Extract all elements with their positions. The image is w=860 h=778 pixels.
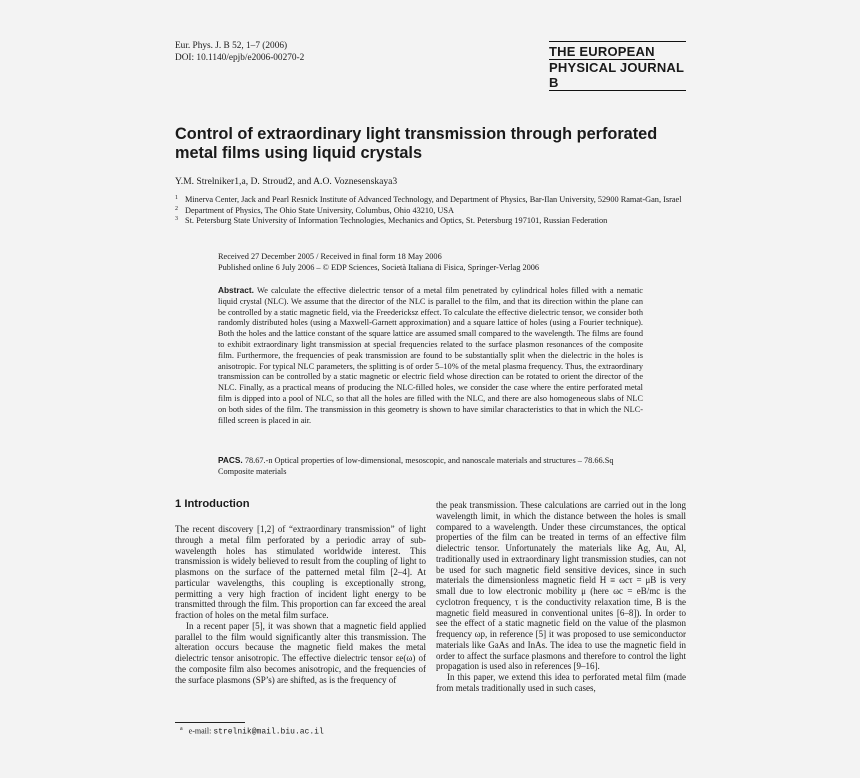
- column-left: [175, 524, 426, 685]
- affiliation-2: 2 Department of Physics, The Ohio State University, Columbus, Ohio 43210, USA: [175, 205, 454, 215]
- pacs-label: PACS.: [218, 455, 243, 465]
- affiliations: [175, 195, 690, 227]
- abstract-text: We calculate the effective dielectric tensor of a metal film penetrated by cylindrical holes filled with a nematic liquid crystal (NLC). We assume that the director of the NLC is parallel to the film, and that its direction within the plane can be controlled by a static magnetic field, via the Freedericksz effect. To calculate the effective dielectric tensor, we consider both randomly distributed holes (using a Maxwell-Garnett approximation) and a square lattice of holes (using a Fourier technique). Both the holes and the lattice constant of the square lattice are assumed small compared to the wavelength. The films are found to exhibit extraordinary light transmission at special frequencies related to the surface plasmon resonances of the composite film. Furthermore, the frequencies of peak transmission are found to be substantially split when the dielectric in the holes is anisotropic. For typical NLC parameters, the splitting is of order 5–10% of the metal plasma frequency. Thus, the extraordinary transmission can be controlled by a static magnetic or electric field whose direction can be rotated to orient the director of the NLC. Finally, as a practical means of producing the NLC-filled holes, we consider the case where the entire perforated metal film is dipped into a pool of NLC, so that all the holes are filled with the NLC, and there are also homogeneous slabs of NLC on both sides of the film. The transmission in this geometry is shown to have similar characteristics to that in which the NLC-filled screen is placed in air.: [218, 286, 643, 425]
- footnote-rule: [175, 722, 245, 723]
- journal-line1: THE EUROPEAN: [549, 44, 655, 59]
- journal-line2: PHYSICAL JOURNAL B: [549, 60, 685, 90]
- published-date: Published online 6 July 2006 – © EDP Sciences, Società Italiana di Fisica, Springer-Verlag 2006: [218, 263, 540, 272]
- column-right: [436, 500, 686, 694]
- paper-title: Control of extraordinary light transmission through perforated metal films using liquid crystals: [175, 125, 658, 162]
- affiliation-1: 1 Minerva Center, Jack and Pearl Resnick Institute of Advanced Technology, and Department of Physics, Bar-Ilan University, 52900 Ramat-Gan, Israel: [175, 195, 682, 204]
- doi[interactable]: DOI: 10.1140/epjb/e2006-00270-2: [175, 53, 305, 63]
- citation-block: [175, 40, 304, 64]
- pacs-text: 78.67.-n Optical properties of low-dimensional, mesoscopic, and nanoscale materials and structures – 78.66.Sq Composite materials: [218, 456, 614, 476]
- paragraph: In this paper, we extend this idea to perforated metal film (made from metals traditionally used in such cases,: [436, 672, 686, 693]
- publication-dates: [218, 251, 539, 273]
- citation: Eur. Phys. J. B 52, 1–7 (2006): [175, 41, 288, 51]
- paragraph: The recent discovery [1,2] of “extraordinary transmission” of light through a metal film perforated by a periodic array of sub-wavelength holes has stimulated worldwide interest. This transmission is widely believed to result from the coupling of light to plasmons on the surface of the patterned metal film [2–4]. At particular wavelengths, this coupling is exceptionally strong, permitting a very high fraction of incident light energy to be transmitted through the film. This proportion can far exceed the areal fraction of holes on the metal film surface.: [175, 524, 426, 620]
- paragraph: In a recent paper [5], it was shown that a magnetic field applied parallel to the film would significantly alter this transmission. The alteration occurs because the magnetic field makes the metal dielectric tensor anisotropic. The effective dielectric tensor εe(ω) of the composite film also becomes anisotropic, and the frequencies of the surface plasmons (SP’s) are shifted, as is the frequency of: [175, 620, 426, 685]
- affiliation-3: 3 St. Petersburg State University of Information Technologies, Mechanics and Optics, St. Petersburg 197101, Russian Federation: [175, 216, 608, 226]
- section-heading: 1 Introduction: [175, 498, 250, 510]
- abstract: [218, 285, 643, 426]
- received-date: Received 27 December 2005 / Received in final form 18 May 2006: [218, 252, 442, 261]
- paragraph: the peak transmission. These calculations are carried out in the long wavelength limit, in which the distance between the holes is small compared to a wavelength. Under these circumstances, the optical properties of the film can be treated in terms of an effective film dielectric tensor. Unfortunately the materials like Ag, Au, Al, traditionally used in extraordinary light transmission studies, can not be used for such magnetic field sensitive devices, since in such materials the dimensionless magnetic field H ≡ ωcτ = μB is very small due to low electronic mobility μ (here ωc = eB/mc is the cyclotron frequency, τ is the conductivity relaxation time, B is the magnetic field measured in conventional unites [6–8]). In order to see the effect of a static magnetic field on the value of the plasmon frequency ωp, in reference [5] it was proposed to use semiconductor materials like GaAs and InAs. The idea to use the magnetic field in order to affect the surface plasmons and therefore to control the light propagation is used also in references [9–16].: [436, 500, 686, 672]
- footnote-label: e-mail:: [188, 726, 212, 736]
- pacs-codes: [218, 455, 643, 478]
- footnote-mark: a: [180, 726, 183, 732]
- abstract-label: Abstract.: [218, 285, 254, 295]
- author-list: Y.M. Strelniker1,a, D. Stroud2, and A.O. Voznesenskaya3: [175, 176, 398, 187]
- email-link[interactable]: strelnik@mail.biu.ac.il: [213, 727, 324, 737]
- footnote: [180, 726, 324, 737]
- journal-logo: [549, 41, 686, 91]
